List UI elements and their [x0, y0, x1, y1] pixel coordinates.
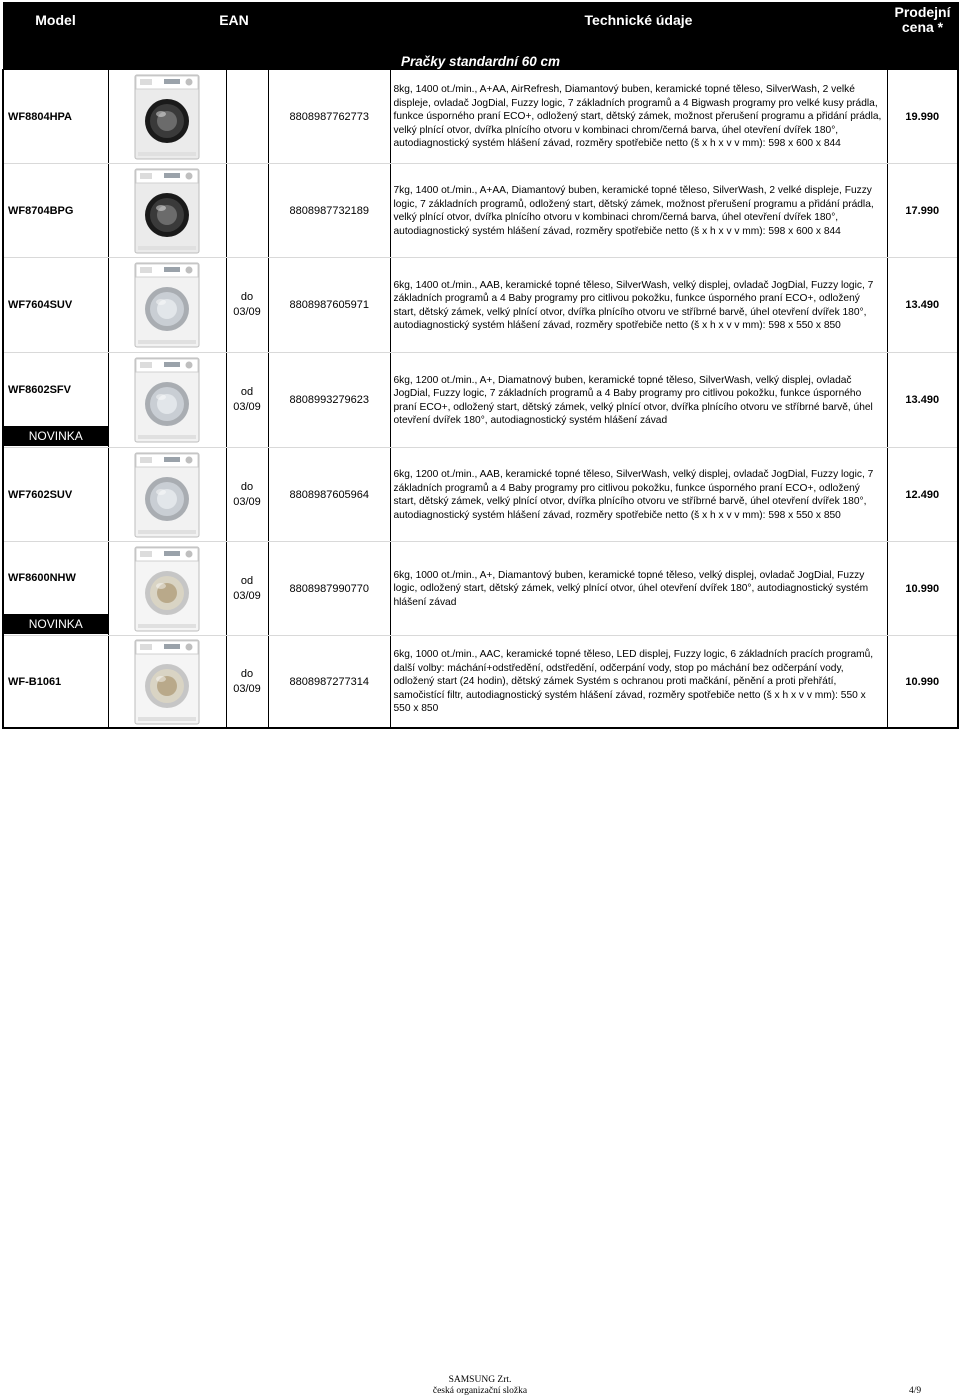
product-price: 12.490 — [887, 448, 958, 542]
product-description: 6kg, 1200 ot./min., A+, Diamatnový buben, keramické topné těleso, SilverWash, velký displej, ovladač JogDial, Fuzzy logic, 7 základních programů a 4 Baby programy pro citlivou pokožku, funkce úsporného praní ECO+, odložený start, dětský zámek, velký plnící otvor, dvířka plnícího otvoru ve stříbrné barvě, úhel otevření dvířek 180°, autodiagnostický systém hlášení závad — [390, 353, 887, 448]
product-row — [3, 70, 958, 164]
footer-company: SAMSUNG Zrt. — [448, 1375, 512, 1385]
washer-white-door-icon — [109, 639, 226, 725]
novinka-badge: NOVINKA — [4, 614, 108, 634]
header-tech: Technické údaje — [390, 3, 887, 37]
product-row — [3, 636, 958, 729]
product-image — [108, 258, 226, 353]
washer-dark-door-icon — [109, 168, 226, 254]
product-image — [108, 636, 226, 729]
product-description: 8kg, 1400 ot./min., A+AA, AirRefresh, Diamantový buben, keramické topné těleso, SilverWash, 2 velké displeje, ovladač JogDial, Fuzzy logic, 7 základních programů a 4 Bigwash programy pro velké kusy prádla, funkce úsporného praní ECO+, odložený start, dětský zámek, možnost přerušení programu a přidání prádla, velký plnící otvor, dvířka plnícího otvoru v kombinaci chrom/černá barva, úhel otevření dvířek 180°, autodiagnostický systém hlášení závad, rozměry spotřebiče netto (š x h x v v mm): 598 x 600 x 844 — [390, 70, 887, 164]
product-model: WF7604SUV — [8, 299, 73, 311]
product-image — [108, 164, 226, 258]
footer — [0, 1375, 960, 1397]
availability-note: od 03/09 — [226, 353, 268, 448]
section-row — [3, 37, 958, 70]
product-model: WF7602SUV — [8, 488, 73, 501]
product-row — [3, 448, 958, 542]
washer-dark-door-icon — [109, 74, 226, 160]
header-ean: EAN — [108, 3, 390, 37]
product-image — [108, 70, 226, 164]
product-row — [3, 542, 958, 636]
header-model: Model — [3, 3, 108, 37]
product-model-cell — [3, 70, 108, 164]
product-ean: 8808987990770 — [268, 542, 390, 636]
availability-note: do 03/09 — [226, 448, 268, 542]
product-model-cell — [3, 353, 108, 448]
product-price: 17.990 — [887, 164, 958, 258]
product-description: 6kg, 1000 ot./min., A+, Diamantový buben, keramické topné těleso, velký displej, ovladač JogDial, Fuzzy logic, odložený start, dětský zámek, velký plnící otvor, úhel otevření dvířek 180°, autodiagnostický systém hlášení závad — [390, 542, 887, 636]
product-price: 13.490 — [887, 353, 958, 448]
product-model: WF8600NHW — [8, 572, 76, 584]
product-ean: 8808993279623 — [268, 353, 390, 448]
product-row — [3, 258, 958, 353]
availability-note: do 03/09 — [226, 258, 268, 353]
product-ean: 8808987605964 — [268, 448, 390, 542]
product-row — [3, 353, 958, 448]
novinka-badge: NOVINKA — [4, 426, 108, 446]
product-price: 19.990 — [887, 70, 958, 164]
washer-silver-door-icon — [109, 452, 226, 538]
product-ean: 8808987762773 — [268, 70, 390, 164]
product-model-cell — [3, 164, 108, 258]
price-list — [2, 2, 957, 729]
product-description: 6kg, 1400 ot./min., AAB, keramické topné těleso, SilverWash, velký displej, ovladač JogDial, Fuzzy logic, 7 základních programů a 4 Baby programy pro citlivou pokožku, funkce úsporného praní ECO+, odložený start, dětský zámek, velký plnící otvor, dvířka plnícího otvoru ve stříbrné barvě, úhel otevření dvířek 180°, autodiagnostický systém hlášení závad, rozměry spotřebiče netto (š x h x v v mm): 598 x 550 x 850 — [390, 258, 887, 353]
availability-note — [226, 70, 268, 164]
washer-silver-door-icon — [109, 357, 226, 443]
availability-note — [226, 164, 268, 258]
product-price: 10.990 — [887, 542, 958, 636]
product-model-cell — [3, 448, 108, 542]
product-model-cell — [3, 542, 108, 636]
product-model: WF-B1061 — [8, 675, 62, 688]
page-number: 4/9 — [909, 1386, 922, 1396]
header-row — [3, 3, 958, 37]
product-ean: 8808987277314 — [268, 636, 390, 729]
product-model: WF8804HPA — [8, 110, 72, 123]
product-model: WF8704BPG — [8, 204, 74, 217]
washer-silver-door-icon — [109, 262, 226, 348]
product-model-cell — [3, 258, 108, 353]
availability-note: do 03/09 — [226, 636, 268, 729]
product-ean: 8808987732189 — [268, 164, 390, 258]
product-price: 13.490 — [887, 258, 958, 353]
product-image — [108, 353, 226, 448]
washer-white-door-icon — [109, 546, 226, 632]
product-description: 6kg, 1000 ot./min., AAC, keramické topné těleso, LED displej, Fuzzy logic, 6 základních pracích programů, další volby: máchání+odstředění, odstředění, odčerpání vody, stop po máchání bez odčerpání vody, odložený start (24 hodin), dětský zámek Systém s ochranou proti mačkání, pěnění a proti přehřátí, samočistící filtr, autodiagnostický systém hlášení závad, rozměry spotřebiče netto (š x h x v v mm): 550 x 550 x 850 — [390, 636, 887, 729]
product-description: 6kg, 1200 ot./min., AAB, keramické topné těleso, SilverWash, velký displej, ovladač JogDial, Fuzzy logic, 7 základních programů a 4 Baby programy pro citlivou pokožku, funkce úsporného praní ECO+, odložený start, dětský zámek, velký plnící otvor, dvířka plnícího otvoru ve stříbrné barvě, úhel otevření dvířek 180°, autodiagnostický systém hlášení závad, rozměry spotřebiče netto (š x h x v v mm): 598 x 550 x 850 — [390, 448, 887, 542]
header-price: Prodejní cena * — [887, 3, 958, 37]
product-image — [108, 542, 226, 636]
section-title: Pračky standardní 60 cm — [3, 37, 958, 70]
product-price: 10.990 — [887, 636, 958, 729]
availability-note: od 03/09 — [226, 542, 268, 636]
footer-branch: česká organizační složka — [432, 1386, 528, 1396]
product-description: 7kg, 1400 ot./min., A+AA, Diamantový buben, keramické topné těleso, SilverWash, 2 velké displeje, Fuzzy logic, 7 základních programů, odložený start, dětský zámek, možnost přerušení programu a přidání prádla, velký plnící otvor, dvířka plnícího otvoru v kombinaci chrom/černá barva, úhel otevření dvířek 180°, autodiagnostický systém hlášení závad, rozměry spotřebiče netto (š x h x v v mm): 598 x 600 x 844 — [390, 164, 887, 258]
price-table — [2, 2, 959, 729]
product-image — [108, 448, 226, 542]
product-row — [3, 164, 958, 258]
product-model: WF8602SFV — [8, 383, 71, 396]
product-ean: 8808987605971 — [268, 258, 390, 353]
product-model-cell — [3, 636, 108, 729]
